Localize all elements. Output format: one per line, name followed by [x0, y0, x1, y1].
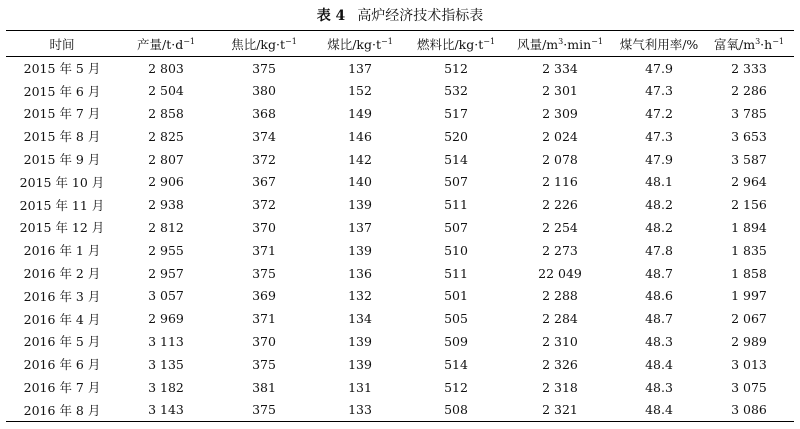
data-cell: 2 333	[731, 60, 767, 76]
table-row	[6, 376, 794, 399]
column-header-label: 焦比/kg·t	[231, 36, 285, 52]
data-cell: 139	[348, 197, 372, 213]
data-cell: 510	[444, 242, 468, 258]
table-header-row	[6, 31, 794, 57]
row-date-cell: 2015 年 7 月	[23, 106, 101, 122]
data-cell: 47.8	[645, 242, 673, 258]
data-cell: 371	[252, 242, 276, 258]
data-cell: 520	[444, 128, 468, 144]
data-cell: 48.3	[645, 333, 673, 349]
row-date-cell: 2016 年 3 月	[23, 288, 101, 304]
data-cell: 133	[314, 398, 406, 421]
data-cell: 517	[444, 105, 468, 121]
data-cell: 2 254	[542, 219, 578, 235]
row-date-cell: 2016 年 1 月	[23, 243, 101, 259]
column-header-label: 煤比/kg·t	[327, 36, 381, 52]
data-cell: 2 284	[542, 311, 578, 327]
column-header-5	[506, 31, 614, 57]
row-date-cell: 2016 年 8 月	[6, 398, 118, 421]
data-cell: 375	[252, 356, 276, 372]
data-cell: 2 318	[542, 379, 578, 395]
data-cell: 2 156	[731, 197, 767, 213]
data-cell: 2 906	[148, 174, 184, 190]
data-cell: 3 785	[731, 105, 767, 121]
data-cell: 137	[348, 219, 372, 235]
data-cell: 1 835	[731, 242, 767, 258]
data-cell: 2 955	[148, 242, 184, 258]
data-cell: 2 957	[148, 265, 184, 281]
row-date-cell: 2016 年 5 月	[23, 334, 101, 350]
data-cell: 3 057	[148, 288, 184, 304]
data-cell: 375	[252, 265, 276, 281]
column-header-sup: −1	[183, 36, 195, 46]
data-cell: 142	[348, 151, 372, 167]
table-row	[6, 193, 794, 216]
table-title: 高炉经济技术指标表	[357, 8, 484, 24]
data-cell: 511	[444, 265, 468, 281]
data-cell: 2 067	[731, 311, 767, 327]
column-header-1	[118, 31, 214, 57]
table-row	[6, 262, 794, 285]
data-cell: 137	[348, 60, 372, 76]
data-cell: 367	[252, 174, 276, 190]
row-date-cell: 2015 年 11 月	[19, 197, 105, 213]
column-header-0	[6, 31, 118, 57]
data-cell: 48.6	[645, 288, 673, 304]
table-row	[6, 125, 794, 148]
data-cell: 501	[444, 288, 468, 304]
data-cell: 48.7	[645, 311, 673, 327]
data-cell: 48.7	[645, 265, 673, 281]
data-cell: 370	[252, 333, 276, 349]
data-cell: 514	[444, 356, 468, 372]
table-row	[6, 353, 794, 376]
data-cell: 2 858	[148, 105, 184, 121]
data-cell: 2 321	[506, 398, 614, 421]
data-cell: 48.4	[614, 398, 704, 421]
row-date-cell: 2016 年 7 月	[23, 380, 101, 396]
data-cell: 1 858	[731, 265, 767, 281]
data-cell: 512	[444, 379, 468, 395]
data-cell: 511	[444, 197, 468, 213]
table-row	[6, 398, 794, 421]
table-row	[6, 170, 794, 193]
data-cell: 375	[214, 398, 314, 421]
data-cell: 372	[252, 197, 276, 213]
data-cell: 3 113	[148, 333, 184, 349]
data-cell: 507	[444, 219, 468, 235]
data-cell: 2 116	[542, 174, 578, 190]
column-header-label: 时间	[49, 36, 75, 52]
data-cell: 2 078	[542, 151, 578, 167]
table-row	[6, 239, 794, 262]
indicator-table	[6, 30, 794, 422]
data-cell: 372	[252, 151, 276, 167]
data-cell: 48.1	[645, 174, 673, 190]
column-header-tail: ·min	[563, 36, 592, 52]
column-header-label: 产量/t·d	[136, 36, 184, 52]
column-header-6	[614, 31, 704, 57]
data-cell: 136	[348, 265, 372, 281]
data-cell: 505	[444, 311, 468, 327]
data-cell: 2 288	[542, 288, 578, 304]
data-cell: 2 964	[731, 174, 767, 190]
row-date-cell: 2016 年 2 月	[23, 266, 101, 282]
row-date-cell: 2015 年 10 月	[19, 174, 105, 190]
table-row	[6, 57, 794, 80]
data-cell: 381	[252, 379, 276, 395]
data-cell: 48.2	[645, 219, 673, 235]
row-date-cell: 2015 年 12 月	[19, 220, 105, 236]
data-cell: 146	[348, 128, 372, 144]
data-cell: 2 812	[148, 219, 184, 235]
column-header-2	[214, 31, 314, 57]
table-row	[6, 330, 794, 353]
data-cell: 140	[348, 174, 372, 190]
row-date-cell: 2015 年 8 月	[23, 129, 101, 145]
data-cell: 139	[348, 356, 372, 372]
table-caption	[0, 5, 800, 27]
row-date-cell: 2015 年 6 月	[23, 83, 101, 99]
data-cell: 509	[444, 333, 468, 349]
data-cell: 2 807	[148, 151, 184, 167]
table-row	[6, 148, 794, 171]
data-cell: 48.4	[645, 356, 673, 372]
table-body	[6, 57, 794, 422]
data-cell: 369	[252, 288, 276, 304]
column-header-sup: −1	[285, 36, 297, 46]
data-cell: 2 938	[148, 197, 184, 213]
column-header-7	[704, 31, 794, 57]
data-cell: 380	[252, 83, 276, 99]
data-cell: 368	[252, 105, 276, 121]
data-cell: 3 143	[118, 398, 214, 421]
data-cell: 2 334	[542, 60, 578, 76]
data-cell: 3 182	[148, 379, 184, 395]
data-cell: 134	[348, 311, 372, 327]
column-header-label: 富氧/m	[714, 36, 756, 52]
row-date-cell: 2015 年 9 月	[23, 152, 101, 168]
data-cell: 152	[348, 83, 372, 99]
data-cell: 48.2	[645, 197, 673, 213]
column-header-sup: −1	[483, 36, 496, 46]
data-cell: 532	[444, 83, 468, 99]
data-cell: 2 286	[731, 83, 767, 99]
data-cell: 3 653	[731, 128, 767, 144]
table-row	[6, 79, 794, 102]
column-header-sup: −1	[381, 36, 393, 46]
data-cell: 371	[252, 311, 276, 327]
data-cell: 47.9	[645, 60, 673, 76]
data-cell: 3 587	[731, 151, 767, 167]
column-header-label: 风量/m	[517, 36, 559, 52]
column-header-label: 煤气利用率/%	[619, 36, 699, 52]
data-cell: 1 894	[731, 219, 767, 235]
data-cell: 3 075	[731, 379, 767, 395]
data-cell: 139	[348, 242, 372, 258]
data-cell: 47.3	[645, 128, 673, 144]
data-cell: 2 273	[542, 242, 578, 258]
row-date-cell: 2016 年 6 月	[23, 357, 101, 373]
data-cell: 507	[444, 174, 468, 190]
data-cell: 3 086	[704, 398, 794, 421]
data-cell: 2 310	[542, 333, 578, 349]
data-cell: 132	[348, 288, 372, 304]
data-cell: 514	[444, 151, 468, 167]
data-cell: 48.3	[645, 379, 673, 395]
table-row	[6, 216, 794, 239]
column-header-3	[314, 31, 406, 57]
column-header-4	[406, 31, 506, 57]
data-cell: 2 326	[542, 356, 578, 372]
data-cell: 3 135	[148, 356, 184, 372]
column-header-label: 燃料比/kg·t	[416, 36, 484, 52]
data-cell: 2 024	[542, 128, 578, 144]
row-date-cell: 2015 年 5 月	[23, 61, 101, 77]
data-cell: 22 049	[538, 265, 582, 281]
data-cell: 47.2	[645, 105, 673, 121]
data-cell: 2 989	[731, 333, 767, 349]
table-row	[6, 307, 794, 330]
data-cell: 2 969	[148, 311, 184, 327]
table-row	[6, 284, 794, 307]
column-header-sup2: −1	[772, 36, 784, 46]
data-cell: 47.3	[645, 83, 673, 99]
data-cell: 139	[348, 333, 372, 349]
data-cell: 47.9	[645, 151, 673, 167]
data-cell: 375	[252, 60, 276, 76]
data-cell: 2 309	[542, 105, 578, 121]
table-row	[6, 102, 794, 125]
data-cell: 149	[348, 105, 372, 121]
data-cell: 2 504	[148, 83, 184, 99]
data-cell: 374	[252, 128, 276, 144]
data-cell: 1 997	[731, 288, 767, 304]
column-header-tail: ·h	[760, 36, 773, 52]
data-cell: 370	[252, 219, 276, 235]
data-cell: 512	[444, 60, 468, 76]
column-header-sup: 3	[558, 36, 564, 46]
column-header-sup: 3	[755, 36, 761, 46]
data-cell: 2 301	[542, 83, 578, 99]
column-header-sup2: −1	[591, 36, 603, 46]
table-number: 表 4	[316, 8, 346, 24]
data-cell: 508	[406, 398, 506, 421]
data-cell: 2 803	[148, 60, 184, 76]
data-cell: 2 825	[148, 128, 184, 144]
data-cell: 131	[348, 379, 372, 395]
data-cell: 3 013	[731, 356, 767, 372]
data-cell: 2 226	[542, 197, 578, 213]
row-date-cell: 2016 年 4 月	[23, 311, 101, 327]
